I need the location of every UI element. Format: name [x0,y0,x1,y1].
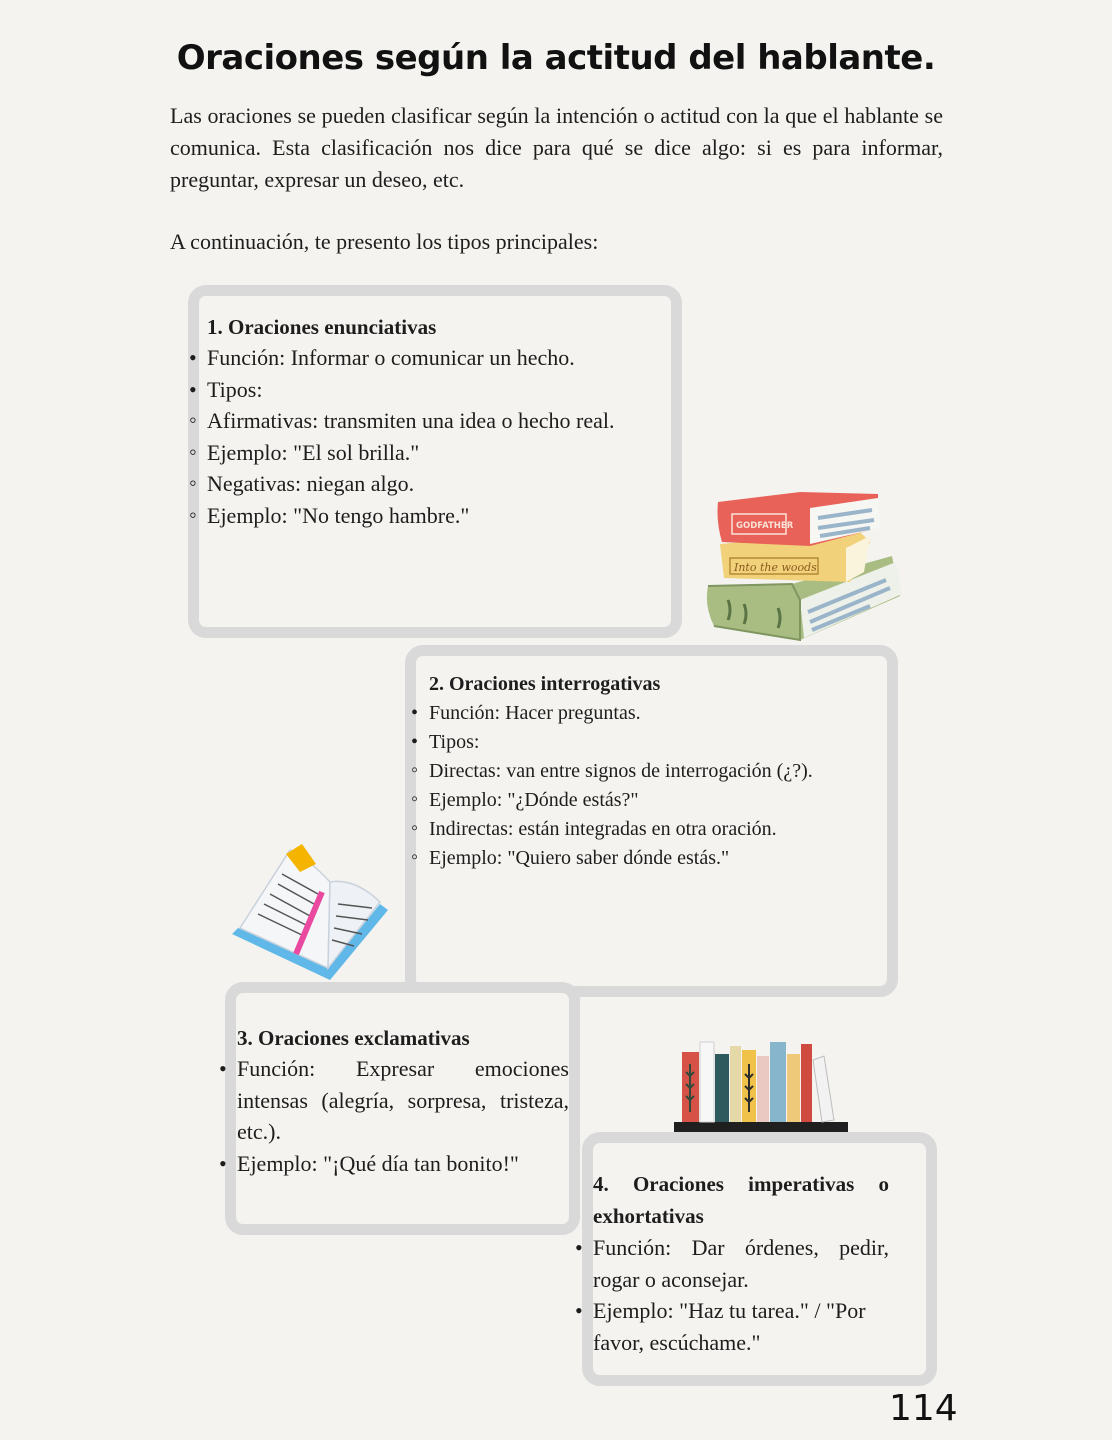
book-spine-top: GODFATHER [736,521,794,531]
card-heading-line-1: 4. Oraciones imperativas o [593,1172,889,1196]
list-item: ◦ Negativas: niegan algo. [207,468,653,500]
card-heading: 2. Oraciones interrogativas [429,673,661,695]
list-item [207,374,653,532]
list-item: ◦ Directas: van entre signos de interrogación (¿?). [429,757,863,786]
list-item: • Función: Informar o comunicar un hecho. [207,342,653,374]
list-item: • Función: Dar órdenes, pedir, rogar o aconsejar. [593,1232,889,1295]
intro-lead: A continuación, te presento los tipos principales: [170,229,599,254]
list-item [429,728,863,873]
card-heading: 3. Oraciones exclamativas [237,1026,470,1050]
page-title: Oraciones según la actitud del hablante. [176,38,936,78]
card-enunciativas [188,285,682,638]
bookshelf-icon [670,1040,850,1134]
list-item: ◦ Indirectas: están integradas en otra oración. [429,815,863,844]
card-heading: 1. Oraciones enunciativas [207,315,437,339]
page-number: 114 [889,1388,958,1429]
card-heading-line-2: exhortativas [593,1203,704,1228]
intro-paragraph: Las oraciones se pueden clasificar según la intención o actitud con la que el hablante se comunica. Esta clasificación nos dice para qué se dice algo: si es para informar, preguntar, expresar un deseo, etc. [170,103,943,192]
card-exclamativas [225,982,580,1235]
list-item: • Función: Expresar emociones intensas (alegría, sorpresa, tristeza, etc.). [237,1053,569,1148]
tipos-label: Tipos: [207,376,263,402]
list-item: • Ejemplo: "Haz tu tarea." / "Por favor, escúchame." [593,1295,889,1358]
list-item: ◦ Ejemplo: "El sol brilla." [207,437,653,469]
list-item: • Ejemplo: "¡Qué día tan bonito!" [237,1148,569,1180]
list-item: ◦ Afirmativas: transmiten una idea o hecho real. [207,405,653,437]
card-interrogativas [405,645,898,997]
list-item: ◦ Ejemplo: "Quiero saber dónde estás." [429,844,863,873]
card-imperativas [582,1132,937,1386]
stacked-books-icon [700,488,905,646]
list-item: ◦ Ejemplo: "¿Dónde estás?" [429,786,863,815]
intro-text [170,100,943,258]
card-heading [593,1169,889,1232]
open-book-icon [230,842,390,984]
tipos-label: Tipos: [429,731,480,753]
list-item: • Función: Hacer preguntas. [429,699,863,728]
book-spine-middle: Into the woods [734,561,817,574]
list-item: ◦ Ejemplo: "No tengo hambre." [207,500,653,532]
